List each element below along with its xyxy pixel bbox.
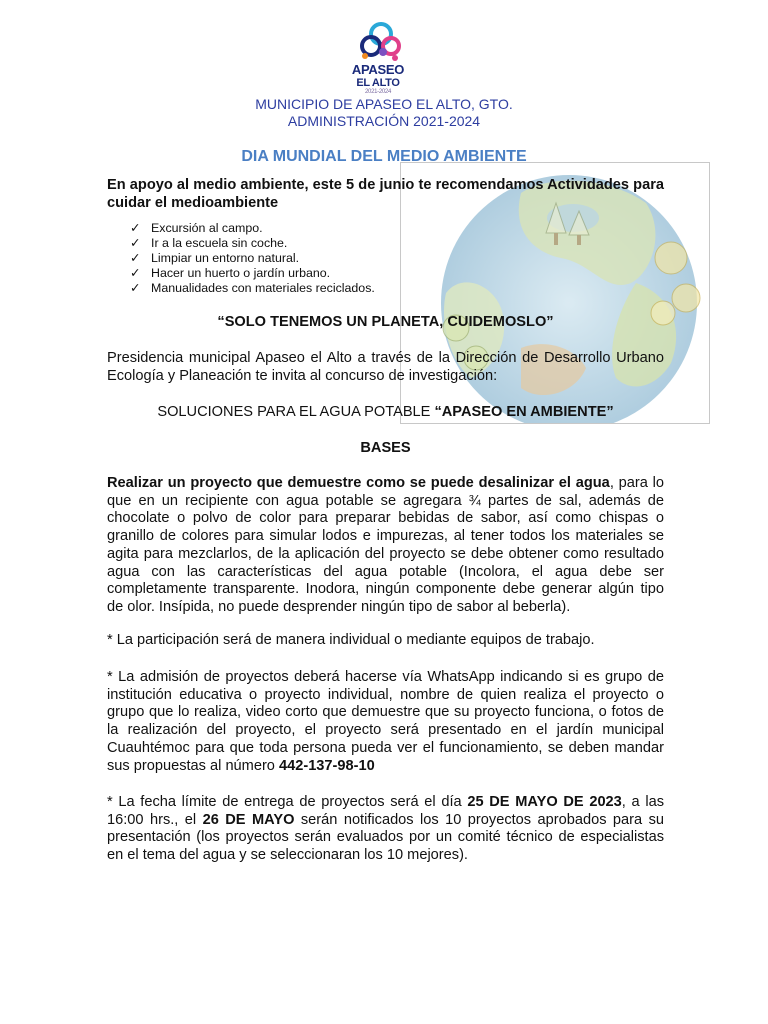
list-item: ✓ Limpiar un entorno natural. xyxy=(130,251,300,265)
project-body: , para lo que en un recipiente con agua potable se agregara ¾ partes de sal, además de chocolate o polvo de color para preparar bebidas de sabor, así como chispas o granillo de colores para simular lodos e impurezas, al tener todos los materiales se agita para mezclarlos, de la aplicación del proyecto se debe obtener como resultado agua con las características del agua potable (Incolora, el agua debe ser completamente transparente. Inodora, ningún componente debe generar algún tipo de olor. Insípida, no puede desprender ningún tipo de sabor al beberla). xyxy=(107,475,664,615)
deadline-rule: * La fecha límite de entrega de proyectos será el día 25 DE MAYO DE 2023, a las 16:00 hrs., el 26 DE MAYO serán notificados los 10 proyectos aprobados para su presentación (los proyectos serán evaluados por un comité técnico de especialistas en el tema del agua y se seleccionaran los 10 mejores). xyxy=(107,794,665,864)
list-item: ✓ Hacer un huerto o jardín urbano. xyxy=(130,266,331,280)
logo-years: 2021-2024 xyxy=(365,89,391,95)
deadline-date: 25 DE MAYO DE 2023 xyxy=(467,794,622,810)
administration-period: ADMINISTRACIÓN 2021-2024 xyxy=(287,113,481,129)
municipality-name: MUNICIPIO DE APASEO EL ALTO, GTO. xyxy=(255,96,513,112)
checkmark-icon: ✓ xyxy=(130,236,141,250)
checkmark-icon: ✓ xyxy=(130,281,141,295)
logo-line-2: EL ALTO xyxy=(356,77,400,89)
checkmark-icon: ✓ xyxy=(130,266,141,280)
activity-list xyxy=(130,221,375,296)
presidency-invitation: Presidencia municipal Apaseo el Alto a través de la Dirección de Desarrollo Urbano Ecología y Planeación te invita al concurso de investigación: xyxy=(107,350,664,384)
phone-number: 442-137-98-10 xyxy=(278,757,375,774)
municipality-header xyxy=(0,96,768,130)
participation-rule: * La participación será de manera individual o mediante equipos de trabajo. xyxy=(107,632,595,648)
list-item: ✓ Excursión al campo. xyxy=(130,221,263,235)
checkmark-icon: ✓ xyxy=(130,221,141,235)
slogan: “SOLO TENEMOS UN PLANETA, CUIDEMOSLO” xyxy=(217,314,554,330)
bases-heading: BASES xyxy=(360,440,411,456)
project-lead: Realizar un proyecto que demuestre como se puede desalinizar el agua xyxy=(107,475,610,491)
contest-name xyxy=(107,404,664,422)
notification-date: 26 DE MAYO xyxy=(202,811,295,828)
project-description xyxy=(107,475,664,617)
admission-rule xyxy=(107,669,664,775)
list-item: ✓ Ir a la escuela sin coche. xyxy=(130,236,288,250)
logo-wordmark xyxy=(345,64,411,96)
logo-line-1: APASEO xyxy=(351,62,405,77)
document-title: DIA MUNDIAL DEL MEDIO AMBIENTE xyxy=(241,148,527,165)
intro-text: En apoyo al medio ambiente, este 5 de junio te recomendamos Actividades para cuidar el medioambiente xyxy=(107,177,664,211)
contest-prefix: SOLUCIONES PARA EL AGUA POTABLE xyxy=(157,404,435,420)
list-item: ✓ Manualidades con materiales reciclados. xyxy=(130,281,375,295)
contest-title: “APASEO EN AMBIENTE” xyxy=(434,404,614,420)
checkmark-icon: ✓ xyxy=(130,251,141,265)
admission-body: * La admisión de proyectos deberá hacerse vía WhatsApp indicando si es grupo de institución educativa o proyecto individual, nombre de quien realiza el proyecto o grupo que lo realiza, video corto que demuestre que su proyecto funciona, o fotos de la realización del proyecto, el proyecto será presentado en el jardín municipal Cuauhtémoc para que toda persona pueda ver el funcionamiento, se deben mandar sus propuestas al número xyxy=(107,669,664,774)
